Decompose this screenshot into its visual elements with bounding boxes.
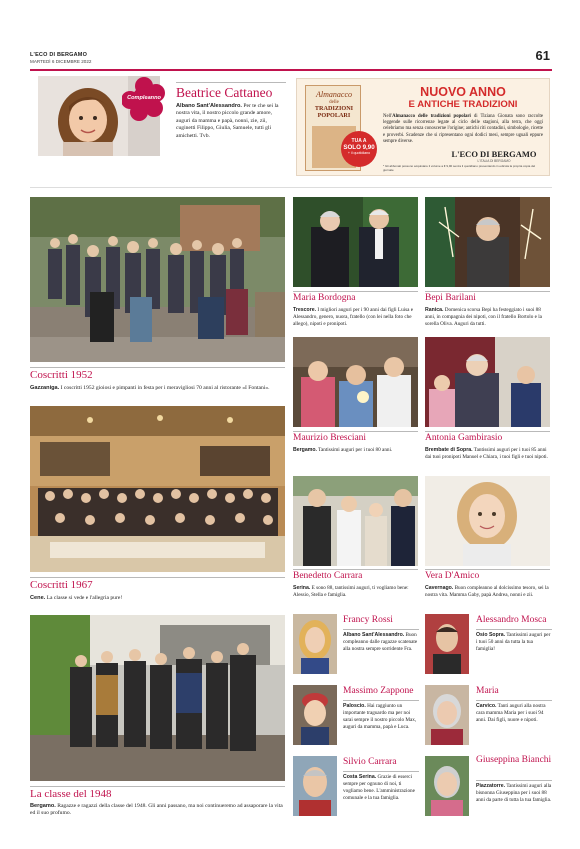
classe1948-place: Bergamo. xyxy=(30,803,56,809)
maria-rule xyxy=(476,700,552,701)
barilani-rule xyxy=(425,291,550,292)
mosca-text xyxy=(476,632,552,653)
ad-headline-1: NUOVO ANNO xyxy=(420,85,506,99)
group-photo-1967 xyxy=(30,406,285,572)
maria-place: Carvico. xyxy=(476,703,497,709)
price-line3: + il quotidiano xyxy=(347,151,371,155)
photo-rossi xyxy=(293,614,337,674)
photo-zappone xyxy=(293,685,337,745)
ad-price-tag xyxy=(341,131,377,167)
coscritti1967-title: Coscritti 1967 xyxy=(30,579,93,591)
photo-silvio xyxy=(293,756,337,816)
gambirasio-rule xyxy=(425,431,550,432)
mosca-place: Osio Sopra. xyxy=(476,632,506,638)
coscritti1952-place: Gazzaniga. xyxy=(30,385,60,391)
masthead-brand: L'ECO DI BERGAMO xyxy=(30,52,88,58)
bordogna-place: Trescore. xyxy=(293,307,317,313)
carrara-message: E sono 88, tantissimi auguri, ti vogliamo bene: Alessio, Stella e famiglia. xyxy=(293,585,409,598)
gambirasio-text xyxy=(425,447,552,461)
page-header xyxy=(30,48,552,70)
badge-label: Compleanno xyxy=(127,95,161,101)
classe1948-title: La classe del 1948 xyxy=(30,788,112,800)
maria-message: Tanti auguri alla nostra cara mamma Maria per i suoi 94 anni. Dai figli, nuore e nipoti. xyxy=(476,703,546,723)
photo-bianchi xyxy=(425,756,469,816)
rossi-name: Francy Rossi xyxy=(343,615,393,625)
damico-place: Cavernago. xyxy=(425,585,454,591)
photo-damico xyxy=(425,476,550,566)
bordogna-name: Maria Bordogna xyxy=(293,293,356,303)
bresciani-message: Tantissimi auguri per i tuoi 80 anni. xyxy=(316,447,393,453)
ad-logo-sub: L'ITALIA DI BERGAMO xyxy=(477,159,511,163)
silvio-message: Grazie di esserci sempre per ognuno di noi, ti vogliamo bene. L'amministrazione comunale e la tua famiglia. xyxy=(343,774,415,801)
classe1948-text xyxy=(30,803,285,818)
feature-name-rule xyxy=(176,82,286,83)
ad-body-bold: Almanacco delle tradizioni popolari xyxy=(392,114,471,119)
damico-rule xyxy=(425,569,550,570)
bianchi-name: Giuseppina Bianchi xyxy=(476,755,552,765)
silvio-name: Silvio Carrara xyxy=(343,757,397,767)
ad-body-lead: Nell' xyxy=(383,114,393,119)
gambirasio-place: Brembate di Sopra. xyxy=(425,447,473,453)
damico-name: Vera D'Amico xyxy=(425,571,480,581)
zappone-message: Hai raggiunto un importante traguardo ma per noi sarai sempre il nostro piccolo Max, auguri da mamma, papà e Luca. xyxy=(343,703,417,730)
coscritti1967-text xyxy=(30,595,285,602)
rossi-text xyxy=(343,632,420,653)
rossi-message: Buon compleanno dalle ragazze scatenate alla nostra sempre sorridente Fra. xyxy=(343,632,418,652)
ad-logo: L'ECO DI BERGAMO xyxy=(451,149,537,159)
mosca-name: Alessandro Mosca xyxy=(476,615,547,625)
zappone-place: Paloscio. xyxy=(343,703,366,709)
zappone-name: Massimo Zappone xyxy=(343,686,414,696)
bianchi-message: Tantissimi auguri alla bisnonna Giuseppina per i suoi 88 anni da parte di tutta la tua famiglia. xyxy=(476,783,552,803)
photo-bordogna xyxy=(293,197,418,287)
coscritti1952-rule xyxy=(30,367,285,368)
coscritti1952-title: Coscritti 1952 xyxy=(30,369,93,381)
price-line1: TUA A xyxy=(351,138,367,144)
bresciani-rule xyxy=(293,431,418,432)
photo-maria xyxy=(425,685,469,745)
price-value: SOLO 9,90 xyxy=(343,144,375,151)
feature-message: Per te che sei la nostra vita, il nostro piccolo grande amore, auguri da mamma e papà, nonni, zie, zii, cuginetti Filippo, Giulia, Samuele, tutti gli amichetti. Tvb. xyxy=(176,103,279,139)
feature-text xyxy=(176,103,286,140)
bresciani-place: Bergamo. xyxy=(293,447,317,453)
silvio-place: Costa Serina. xyxy=(343,774,377,780)
silvio-rule xyxy=(343,771,419,772)
mosca-message: Tantissimi auguri per i tuoi 50 anni da tutta la tua famiglia! xyxy=(476,632,551,652)
bordogna-text xyxy=(293,307,420,328)
book-title-top: Almanacco xyxy=(316,90,352,99)
gambirasio-message: Tantissimi auguri per i tuoi 85 anni dai tuoi pronipoti Manuel e Chiara, i tuoi figli e tuoi nipoti. xyxy=(425,447,548,460)
section-divider xyxy=(30,187,552,188)
bianchi-place: Piazzatorre. xyxy=(476,783,506,789)
carrara-text xyxy=(293,585,420,599)
promo-ad[interactable] xyxy=(296,78,550,176)
bresciani-name: Maurizio Bresciani xyxy=(293,433,367,443)
ad-body xyxy=(383,114,543,145)
rossi-rule xyxy=(343,629,419,630)
maria-text xyxy=(476,703,552,724)
book-title-mid: delle xyxy=(329,100,339,105)
coscritti1952-message: I coscritti 1952 gioiosi e pimpanti in festa per i meravigliosi 70 anni al ristorante «I Fontani». xyxy=(59,385,270,391)
classe1948-rule xyxy=(30,786,285,787)
ad-fineprint: * Gli abbonati possono acquistare il volume a € 9,90 senza il quotidiano presentando in edicola la propria copia del giornale xyxy=(383,164,536,172)
classe1948-message: Ragazze e ragazzi della classe del 1948. Gli anni passano, ma noi continueremo ad assaporare la vita ed il suo profumo. xyxy=(30,803,283,817)
gambirasio-name: Antonia Gambirasio xyxy=(425,433,503,443)
barilani-place: Ranica. xyxy=(425,307,444,313)
zappone-rule xyxy=(343,700,419,701)
photo-carrara xyxy=(293,476,418,566)
damico-message: Buon compleanno al dolcissimo tesoro, sei la nostra vita. Mamma Gaby, papà Andrea, nonni e zii. xyxy=(425,585,549,598)
group-photo-1948 xyxy=(30,615,285,781)
mosca-rule xyxy=(476,629,552,630)
issue-date: MARTEDÌ 6 DICEMBRE 2022 xyxy=(30,59,92,64)
silvio-text xyxy=(343,774,420,801)
bianchi-text xyxy=(476,783,552,804)
birthday-badge xyxy=(122,77,166,121)
carrara-name: Benedetto Carrara xyxy=(293,571,363,581)
header-rule xyxy=(30,69,552,71)
feature-name: Beatrice Cattaneo xyxy=(176,85,273,100)
bordogna-rule xyxy=(293,291,418,292)
feature-place: Albano Sant'Alessandro. xyxy=(176,103,242,109)
group-photo-1952 xyxy=(30,197,285,362)
coscritti1967-rule xyxy=(30,577,285,578)
bordogna-message: I migliori auguri per i 90 anni dai figli Luisa e Alessandro, genero, nuora, fratello (con lei nella foto che allego), nipoti e pronipoti. xyxy=(293,307,414,327)
photo-barilani xyxy=(425,197,550,287)
photo-bresciani xyxy=(293,337,418,427)
book-title-main: TRADIZIONI POPOLARI xyxy=(314,105,354,119)
coscritti1952-text xyxy=(30,385,285,392)
carrara-rule xyxy=(293,569,418,570)
ad-body-rest: di Tiziana Gionata sono raccolte leggende sulle ricorrenze legate al ciclo delle stagioni, alla terra, che oggi celebriamo ma senza conoscerne l'origine; antichi riti contadini, simbologie, ricette e proverbi. Scadenze che si ripresentano ogni dodici mesi, sempre uguali eppure sempre diverse. xyxy=(383,114,543,144)
maria-name: Maria xyxy=(476,686,499,696)
zappone-text xyxy=(343,703,420,730)
damico-text xyxy=(425,585,552,599)
barilani-text xyxy=(425,307,552,328)
rossi-place: Albano Sant'Alessandro. xyxy=(343,632,405,638)
coscritti1967-message: La classe si vede e l'allegria pure! xyxy=(45,595,123,601)
carrara-place: Serina. xyxy=(293,585,311,591)
bresciani-text xyxy=(293,447,420,454)
ad-headline-2: E ANTICHE TRADIZIONI xyxy=(408,99,518,110)
photo-gambirasio xyxy=(425,337,550,427)
bianchi-rule xyxy=(476,780,552,781)
barilani-name: Bepi Barilani xyxy=(425,293,476,303)
page-number: 61 xyxy=(535,48,550,63)
photo-mosca xyxy=(425,614,469,674)
coscritti1967-place: Cene. xyxy=(30,595,46,601)
barilani-message: Domenica scorsa Bepi ha festeggiato i suoi 88 anni, in compagnia dei nipoti, con il fratello Bortolo e la sorella Oliva. Auguri da tutti. xyxy=(425,307,542,327)
